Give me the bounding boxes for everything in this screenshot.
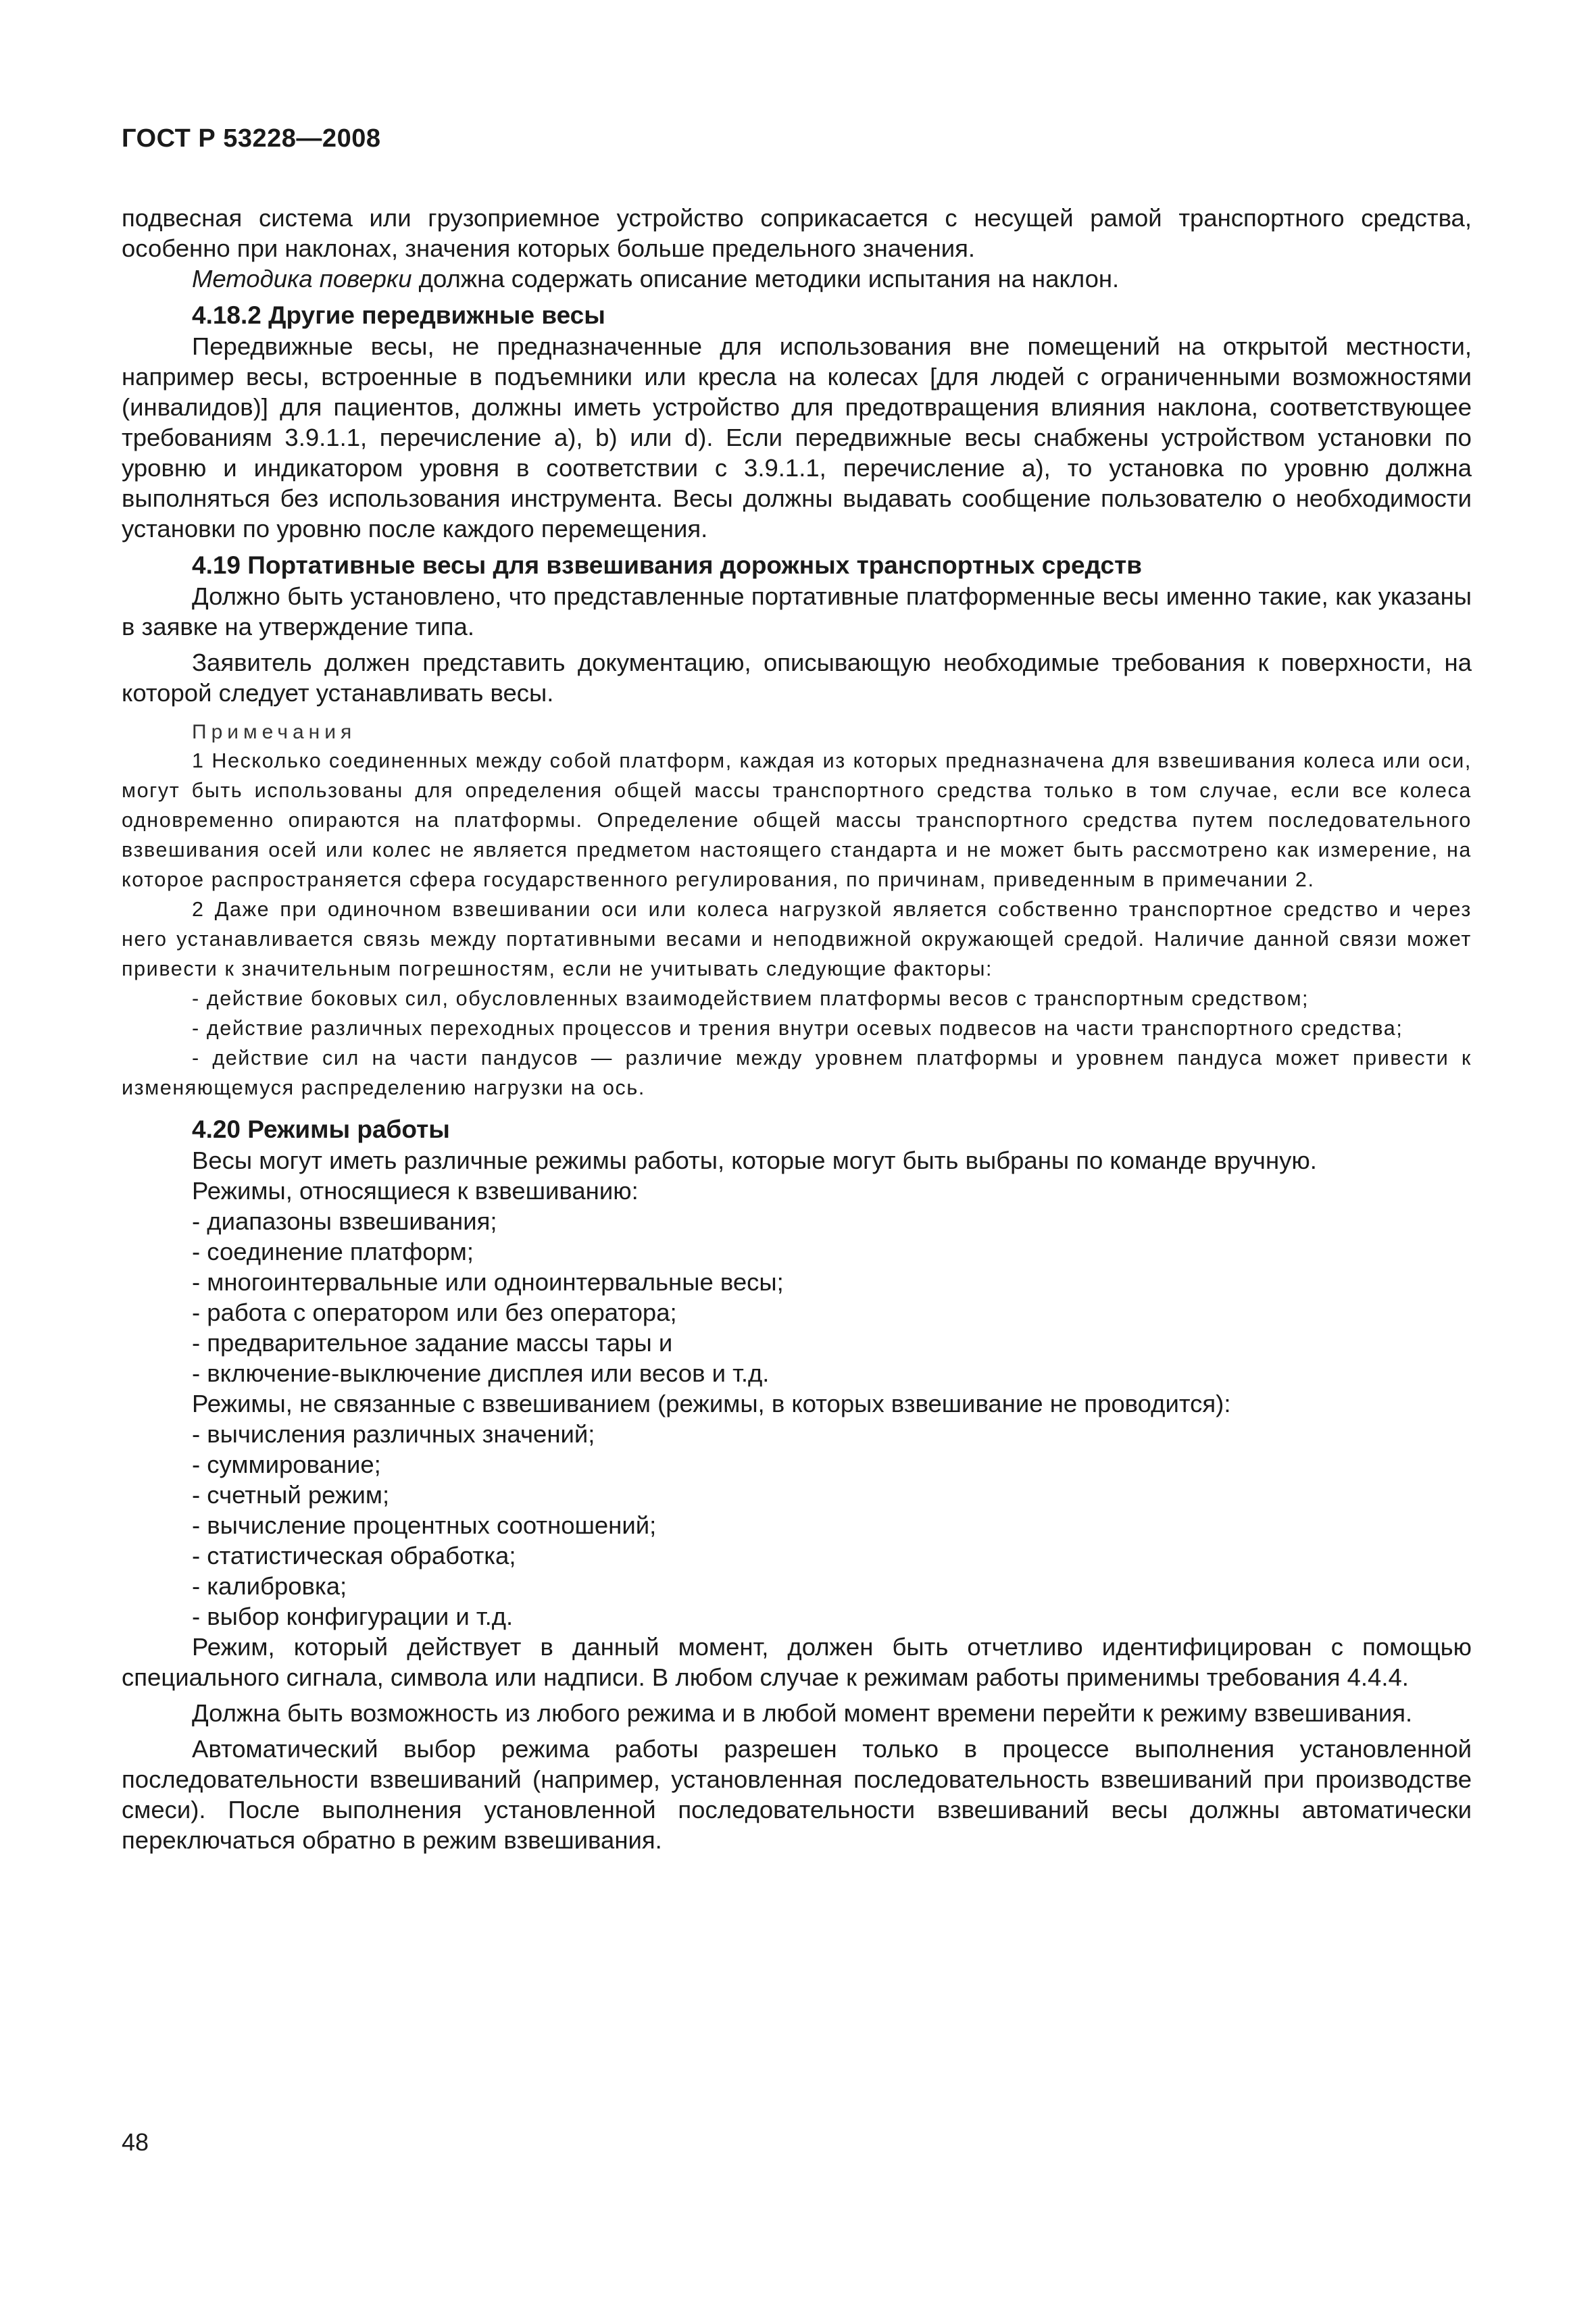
list-item: - вычисления различных значений; bbox=[192, 1420, 595, 1448]
paragraph-continuation: подвесная система или грузоприемное устройство соприкасается с несущей рамой транспортного средства, особенно при наклонах, значения которых больше предельного значения. bbox=[122, 204, 1472, 262]
paragraph-4-20-6: Автоматический выбор режима работы разрешен только в процессе выполнения установленной последовательности взвешиваний (например, установленная последовательность взвешиваний при производстве смеси). После выполнения установленной последовательности взвешиваний весы должны автоматически переключаться обратно в режим взвешивания. bbox=[122, 1735, 1472, 1854]
method-text: должна содержать описание методики испытания на наклон. bbox=[412, 265, 1120, 293]
list-item: - статистическая обработка; bbox=[192, 1542, 516, 1569]
list-item: - выбор конфигурации и т.д. bbox=[192, 1603, 514, 1630]
note-2: 2 Даже при одиночном взвешивании оси или колеса нагрузкой является собственно транспортное средство и через него устанавливается связь между портативными весами и неподвижной окружающей средой. Наличие данной связи может привести к значительным погрешностям, если не учитывать следующие факторы: bbox=[122, 898, 1472, 980]
paragraph-4-18-2: Передвижные весы, не предназначенные для использования вне помещений на открытой местности, например весы, встроенные в подъемники или кресла на колесах [для людей с ограниченными возможностями (инвалидов)] для пациентов, должны иметь устройство для предотвращения влияния наклона, соответствующее требованиям 3.9.1.1, перечисление а), b) или d). Если передвижные весы снабжены устройством установки по уровню и индикатором уровня в соответствии с 3.9.1.1, перечисление а), то установка по уровню должна выполняться без использования инструмента. Весы должны выдавать сообщение пользователю о необходимости установки по уровню после каждого перемещения. bbox=[122, 332, 1472, 543]
paragraph-4-20-5: Должна быть возможность из любого режима и в любой момент времени перейти к режиму взвешивания. bbox=[192, 1699, 1413, 1727]
document-body bbox=[122, 203, 1472, 1855]
list-item: - калибровка; bbox=[192, 1572, 347, 1600]
document-header: ГОСТ Р 53228—2008 bbox=[122, 124, 381, 153]
notes-heading: Примечания bbox=[192, 721, 357, 743]
list-item: - предварительное задание массы тары и bbox=[192, 1329, 673, 1357]
section-heading-4-20: 4.20 Режимы работы bbox=[192, 1115, 450, 1143]
paragraph-4-19-2: Заявитель должен представить документацию, описывающую необходимые требования к поверхности, на которой следует устанавливать весы. bbox=[122, 649, 1472, 707]
note-2-item: - действие различных переходных процессов и трения внутри осевых подвесов на части транспортного средства; bbox=[192, 1017, 1403, 1040]
section-heading-4-18-2: 4.18.2 Другие передвижные весы bbox=[192, 301, 605, 329]
paragraph-4-20-2: Режимы, относящиеся к взвешиванию: bbox=[192, 1177, 639, 1205]
section-heading-4-19: 4.19 Портативные весы для взвешивания дорожных транспортных средств bbox=[192, 551, 1142, 579]
list-item: - вычисление процентных соотношений; bbox=[192, 1511, 657, 1539]
note-2-item: - действие сил на части пандусов — различие между уровнем платформы и уровнем пандуса может привести к изменяющемуся распределению нагрузки на ось. bbox=[122, 1047, 1472, 1099]
note-1: 1 Несколько соединенных между собой платформ, каждая из которых предназначена для взвешивания колеса или оси, могут быть использованы для определения общей массы транспортного средства только в том случае, если все колеса одновременно опираются на платформы. Определение общей массы транспортного средства путем последовательного взвешивания осей или колес не является предметом настоящего стандарта и не может быть рассмотрено как измерение, на которое распространяется сфера государственного регулирования, по причинам, приведенным в примечании 2. bbox=[122, 749, 1472, 891]
page-number: 48 bbox=[122, 2128, 149, 2156]
list-item: - счетный режим; bbox=[192, 1481, 390, 1509]
list-item: - работа с оператором или без оператора; bbox=[192, 1299, 677, 1326]
list-item: - суммирование; bbox=[192, 1451, 381, 1478]
paragraph-4-19-1: Должно быть установлено, что представленные портативные платформенные весы именно такие, как указаны в заявке на утверждение типа. bbox=[122, 582, 1472, 640]
method-term: Методика поверки bbox=[192, 265, 412, 293]
list-item: - многоинтервальные или одноинтервальные весы; bbox=[192, 1268, 784, 1296]
note-2-item: - действие боковых сил, обусловленных взаимодействием платформы весов с транспортным средством; bbox=[192, 987, 1310, 1010]
list-item: - включение-выключение дисплея или весов и т.д. bbox=[192, 1359, 770, 1387]
paragraph-4-20-3: Режимы, не связанные с взвешиванием (режимы, в которых взвешивание не проводится): bbox=[192, 1390, 1231, 1417]
paragraph-4-20-4: Режим, который действует в данный момент, должен быть отчетливо идентифицирован с помощью специального сигнала, символа или надписи. В любом случае к режимам работы применимы требования 4.4.4. bbox=[122, 1633, 1472, 1691]
paragraph-4-20-1: Весы могут иметь различные режимы работы, которые могут быть выбраны по команде вручную. bbox=[192, 1147, 1317, 1174]
list-item: - диапазоны взвешивания; bbox=[192, 1207, 497, 1235]
paragraph-method bbox=[122, 263, 1472, 294]
list-item: - соединение платформ; bbox=[192, 1238, 474, 1265]
